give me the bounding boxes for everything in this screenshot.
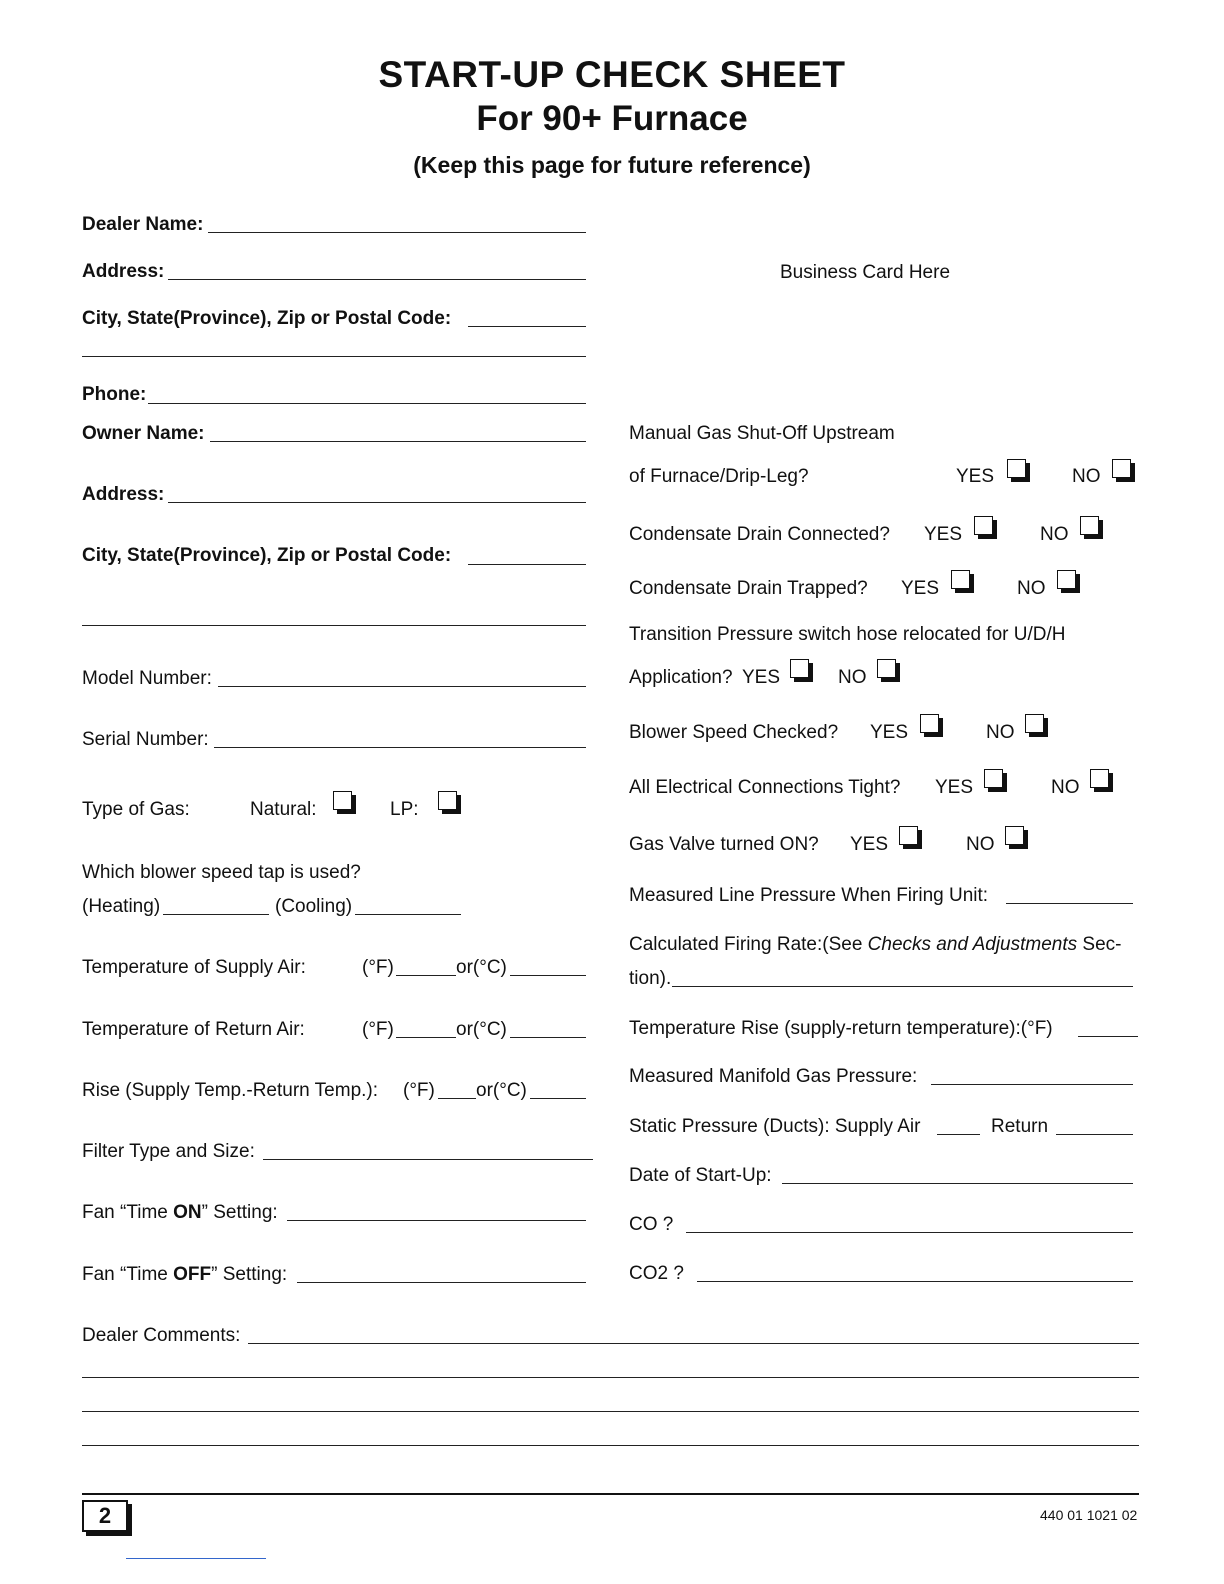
transition-no-checkbox[interactable]	[877, 659, 896, 678]
cooling-tap-field[interactable]	[355, 914, 461, 915]
gas-shutoff-no-checkbox[interactable]	[1112, 459, 1131, 478]
blower-speed-yes-checkbox[interactable]	[920, 714, 939, 733]
dealer-comments-line2[interactable]	[82, 1377, 1139, 1378]
blower-tap-label: Which blower speed tap is used?	[82, 862, 361, 883]
blower-speed-no-label: NO	[986, 722, 1015, 743]
dealer-comments-field[interactable]	[248, 1343, 1139, 1344]
dealer-phone-label: Phone:	[82, 384, 147, 405]
transition-label-line1: Transition Pressure switch hose relocated for U/D/H	[629, 624, 1066, 645]
electrical-no-label: NO	[1051, 777, 1080, 798]
return-air-c-field[interactable]	[510, 1037, 586, 1038]
electrical-label: All Electrical Connections Tight?	[629, 777, 901, 798]
firing-rate-label: Calculated Firing Rate:(See Checks and Adjustments Sec-	[629, 934, 1122, 955]
co-label: CO ?	[629, 1214, 674, 1235]
dealer-address-label: Address:	[82, 261, 165, 282]
model-number-label: Model Number:	[82, 668, 212, 689]
drain-connected-no-checkbox[interactable]	[1080, 516, 1099, 535]
electrical-no-checkbox[interactable]	[1090, 769, 1109, 788]
manifold-pressure-label: Measured Manifold Gas Pressure:	[629, 1066, 918, 1087]
drain-trapped-yes-label: YES	[901, 578, 940, 599]
drain-trapped-label: Condensate Drain Trapped?	[629, 578, 868, 599]
page-subtitle: For 90+ Furnace	[476, 99, 748, 138]
rise-label: Rise (Supply Temp.-Return Temp.):	[82, 1080, 379, 1101]
transition-label-line2: Application?	[629, 667, 733, 688]
filter-label: Filter Type and Size:	[82, 1141, 255, 1162]
heating-tap-field[interactable]	[163, 914, 269, 915]
page-number: 2	[82, 1500, 128, 1532]
return-air-c-unit: or(°C)	[456, 1019, 507, 1040]
serial-number-field[interactable]	[214, 747, 586, 748]
fan-off-label: Fan “Time OFF” Setting:	[82, 1264, 288, 1285]
rise-c-field[interactable]	[530, 1098, 586, 1099]
rise-c-unit: or(°C)	[476, 1080, 527, 1101]
owner-city-field-line2[interactable]	[82, 625, 586, 626]
fan-on-field[interactable]	[287, 1220, 586, 1221]
lp-gas-checkbox[interactable]	[438, 791, 457, 810]
rise-f-unit: (°F)	[403, 1080, 435, 1101]
firing-rate-field[interactable]	[672, 986, 1133, 987]
line-pressure-field[interactable]	[1006, 903, 1133, 904]
static-supply-field[interactable]	[937, 1134, 980, 1135]
dealer-name-field[interactable]	[208, 232, 586, 233]
electrical-yes-label: YES	[935, 777, 974, 798]
natural-gas-label: Natural:	[250, 799, 317, 820]
co-field[interactable]	[686, 1232, 1133, 1233]
dealer-comments-label: Dealer Comments:	[82, 1325, 241, 1346]
fan-on-label: Fan “Time ON” Setting:	[82, 1202, 278, 1223]
rise-f-field[interactable]	[438, 1098, 476, 1099]
blower-speed-yes-label: YES	[870, 722, 909, 743]
dealer-address-field[interactable]	[168, 279, 586, 280]
drain-trapped-no-label: NO	[1017, 578, 1046, 599]
return-air-f-unit: (°F)	[362, 1019, 394, 1040]
temp-rise-label: Temperature Rise (supply-return temperature):(°F)	[629, 1018, 1053, 1039]
transition-yes-checkbox[interactable]	[790, 659, 809, 678]
supply-air-c-unit: or(°C)	[456, 957, 507, 978]
drain-connected-no-label: NO	[1040, 524, 1069, 545]
owner-name-field[interactable]	[210, 441, 586, 442]
return-air-label: Temperature of Return Air:	[82, 1019, 305, 1040]
gas-valve-yes-checkbox[interactable]	[899, 826, 918, 845]
transition-yes-label: YES	[742, 667, 781, 688]
static-return-label: Return	[991, 1116, 1049, 1137]
model-number-field[interactable]	[218, 686, 586, 687]
dealer-city-label: City, State(Province), Zip or Postal Code:	[82, 308, 452, 329]
drain-connected-label: Condensate Drain Connected?	[629, 524, 890, 545]
owner-city-label: City, State(Province), Zip or Postal Code:	[82, 545, 452, 566]
owner-name-label: Owner Name:	[82, 423, 205, 444]
gas-type-label: Type of Gas:	[82, 799, 190, 820]
startup-date-label: Date of Start-Up:	[629, 1165, 772, 1186]
firing-rate-label-line2: tion).	[629, 968, 672, 989]
cooling-tap-label: (Cooling)	[275, 896, 353, 917]
owner-city-field[interactable]	[468, 564, 586, 565]
drain-trapped-no-checkbox[interactable]	[1057, 570, 1076, 589]
static-pressure-label: Static Pressure (Ducts): Supply Air	[629, 1116, 921, 1137]
fan-off-field[interactable]	[297, 1282, 586, 1283]
supply-air-f-field[interactable]	[396, 975, 456, 976]
supply-air-label: Temperature of Supply Air:	[82, 957, 306, 978]
document-number: 440 01 1021 02	[1040, 1507, 1138, 1523]
gas-shutoff-yes-checkbox[interactable]	[1007, 459, 1026, 478]
blower-speed-no-checkbox[interactable]	[1025, 714, 1044, 733]
gas-valve-yes-label: YES	[850, 834, 889, 855]
footer-rule	[82, 1493, 1139, 1495]
footer-link-underline	[126, 1558, 266, 1559]
dealer-city-field[interactable]	[468, 326, 586, 327]
co2-field[interactable]	[697, 1281, 1133, 1282]
filter-field[interactable]	[263, 1159, 593, 1160]
dealer-city-field-line2[interactable]	[82, 356, 586, 357]
electrical-yes-checkbox[interactable]	[984, 769, 1003, 788]
drain-trapped-yes-checkbox[interactable]	[951, 570, 970, 589]
owner-address-field[interactable]	[168, 502, 586, 503]
page-note: (Keep this page for future reference)	[413, 152, 811, 178]
supply-air-f-unit: (°F)	[362, 957, 394, 978]
dealer-phone-field[interactable]	[148, 403, 586, 404]
return-air-f-field[interactable]	[396, 1037, 456, 1038]
gas-shutoff-label-line2: of Furnace/Drip-Leg?	[629, 466, 809, 487]
drain-connected-yes-label: YES	[924, 524, 963, 545]
gas-shutoff-yes-label: YES	[956, 466, 995, 487]
manifold-pressure-field[interactable]	[931, 1084, 1133, 1085]
serial-number-label: Serial Number:	[82, 729, 209, 750]
startup-date-field[interactable]	[782, 1183, 1133, 1184]
owner-address-label: Address:	[82, 484, 165, 505]
line-pressure-label: Measured Line Pressure When Firing Unit:	[629, 885, 989, 906]
dealer-comments-line4[interactable]	[82, 1445, 1139, 1446]
gas-valve-label: Gas Valve turned ON?	[629, 834, 819, 855]
dealer-comments-line3[interactable]	[82, 1411, 1139, 1412]
gas-valve-no-label: NO	[966, 834, 995, 855]
business-card-label: Business Card Here	[780, 262, 951, 283]
dealer-name-label: Dealer Name:	[82, 214, 204, 235]
lp-gas-label: LP:	[390, 799, 419, 820]
page-title: START-UP CHECK SHEET	[378, 54, 846, 95]
blower-speed-label: Blower Speed Checked?	[629, 722, 839, 743]
static-return-field[interactable]	[1056, 1134, 1133, 1135]
drain-connected-yes-checkbox[interactable]	[974, 516, 993, 535]
transition-no-label: NO	[838, 667, 867, 688]
co2-label: CO2 ?	[629, 1263, 684, 1284]
natural-gas-checkbox[interactable]	[333, 791, 352, 810]
supply-air-c-field[interactable]	[510, 975, 586, 976]
gas-shutoff-no-label: NO	[1072, 466, 1101, 487]
temp-rise-field[interactable]	[1078, 1036, 1138, 1037]
gas-shutoff-label-line1: Manual Gas Shut-Off Upstream	[629, 423, 895, 444]
heating-tap-label: (Heating)	[82, 896, 161, 917]
gas-valve-no-checkbox[interactable]	[1005, 826, 1024, 845]
